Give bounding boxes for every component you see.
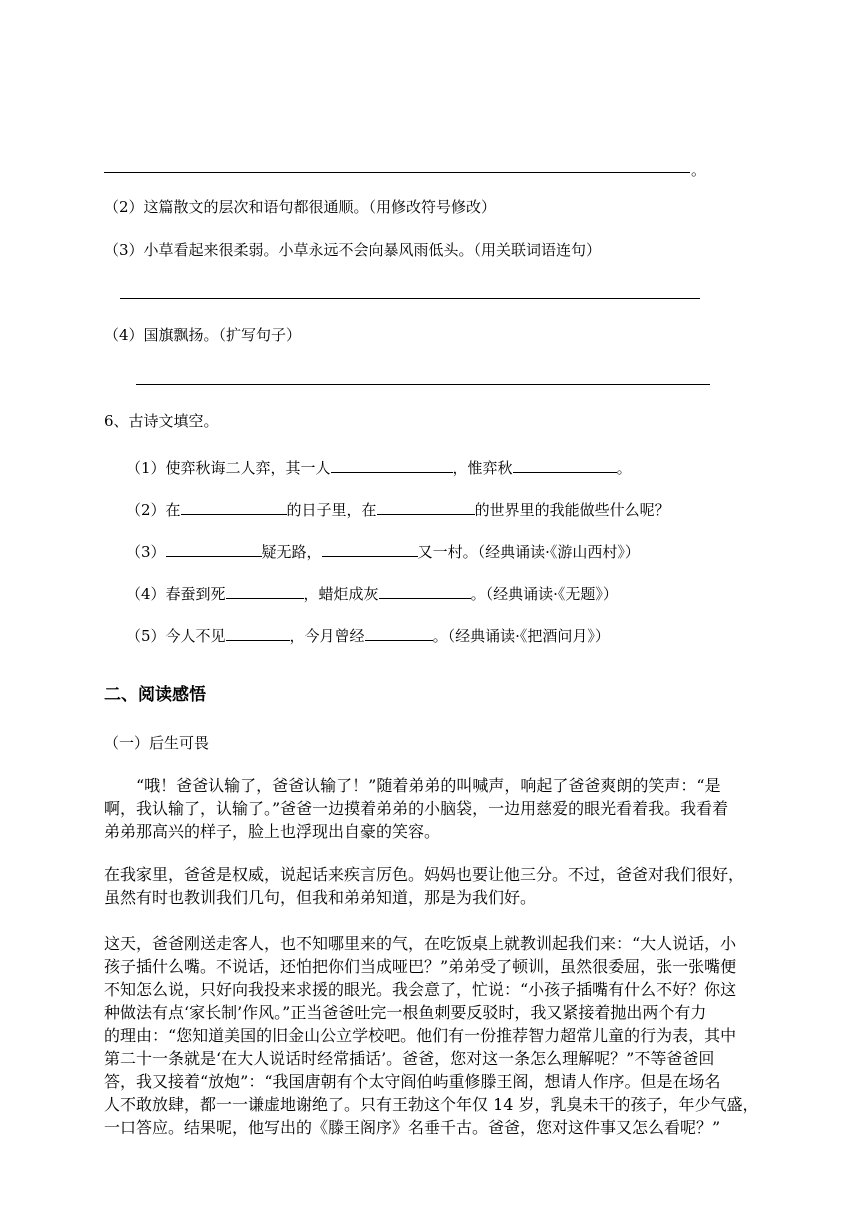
q6-item-2-text-a: （2）在 [126, 501, 181, 519]
paragraph-line: 一口答应。结果呢，他写出的《滕王阁序》名垂千古。爸爸，您对这件事又怎么看呢？” [104, 1118, 721, 1137]
q6-item-5-text-c: 。（经典诵读·《把酒问月》） [432, 627, 610, 645]
paragraph-line: “哦！爸爸认输了，爸爸认输了！”随着弟弟的叫喊声，响起了爸爸爽朗的笑声：“是 [136, 776, 721, 795]
q6-item-4 [126, 582, 618, 604]
fill-blank[interactable] [181, 498, 287, 515]
fill-blank[interactable] [379, 582, 471, 599]
fill-blank[interactable] [377, 498, 475, 515]
q6-item-5-text-a: （5）今人不见 [126, 627, 226, 645]
q6-item-2-text-c: 的世界里的我能做些什么呢？ [474, 501, 670, 519]
paragraph-line: 在我家里，爸爸是权威，说起话来疾言厉色。妈妈也要让他三分。不过，爸爸对我们很好， [104, 865, 745, 884]
q5-item-2: （2）这篇散文的层次和语句都很通顺。（用修改符号修改） [104, 198, 497, 216]
paragraph-line: 不知怎么说，只好向我投来求援的眼光。我会意了，忙说：“小孩子插嘴有什么不好？你这 [104, 980, 737, 999]
answer-line-top [104, 172, 690, 173]
fill-blank[interactable] [365, 624, 433, 641]
fill-blank[interactable] [331, 456, 453, 473]
answer-line-q5-4 [136, 384, 710, 385]
passage-title: （一）后生可畏 [104, 734, 210, 752]
fill-blank[interactable] [226, 582, 304, 599]
q6-item-4-text-c: 。（经典诵读·《无题》） [470, 585, 618, 603]
paragraph-line: 种做法有点‘家长制’作风。”正当爸爸吐完一根鱼刺要反驳时，我又紧接着抛出两个有力 [104, 1003, 707, 1022]
q5-item-3: （3）小草看起来很柔弱。小草永远不会向暴风雨低头。（用关联词语连句） [104, 241, 602, 259]
q6-item-5-text-b: ，今月曾经 [289, 627, 365, 645]
q6-item-1 [126, 456, 632, 478]
q6-item-3 [126, 540, 640, 562]
answer-line-end-mark: 。 [691, 161, 707, 179]
paragraph-line: 这天，爸爸刚送走客人，也不知哪里来的气，在吃饭桌上就教训起我们来：“大人说话，小 [104, 934, 737, 953]
paragraph-3 [104, 932, 786, 1139]
section-heading: 二、阅读感悟 [104, 685, 206, 705]
paragraph-1 [104, 774, 786, 843]
q6-item-1-text-a: （1）使弈秋诲二人弈，其一人 [126, 459, 331, 477]
q6-item-2 [126, 498, 670, 520]
answer-line-q5-3 [120, 298, 700, 299]
paragraph-line: 弟弟那高兴的样子，脸上也浮现出自豪的笑容。 [104, 822, 441, 841]
paragraph-line: 第二十一条就是‘在大人说话时经常插话’。爸爸，您对这一条怎么理解呢？”不等爸爸回 [104, 1049, 715, 1068]
q6-title: 6、古诗文填空。 [104, 412, 219, 430]
q6-item-4-text-b: ，蜡炬成灰 [303, 585, 379, 603]
paragraph-line: 答，我又接着“放炮”：“我国唐朝有个太守阎伯屿重修滕王阁，想请人作序。但是在场名 [104, 1072, 721, 1091]
q6-item-3-text-b: 疑无路， [261, 543, 322, 561]
q6-item-5 [126, 624, 610, 646]
fill-blank[interactable] [226, 624, 290, 641]
q6-item-3-text-a: （3） [126, 543, 166, 561]
q6-item-2-text-b: 的日子里，在 [286, 501, 377, 519]
q6-item-4-text-a: （4）春蚕到死 [126, 585, 226, 603]
paragraph-line: 的理由：“您知道美国的旧金山公立学校吧。他们有一份推荐智力超常儿童的行为表，其中 [104, 1026, 737, 1045]
q5-item-4: （4）国旗飘扬。（扩写句子） [104, 326, 302, 344]
paragraph-2 [104, 863, 786, 909]
fill-blank[interactable] [322, 540, 418, 557]
q6-item-1-text-b: ，惟弈秋 [452, 459, 513, 477]
paragraph-line: 虽然有时也教训我们几句，但我和弟弟知道，那是为我们好。 [104, 888, 537, 907]
q6-item-3-text-c: 又一村。（经典诵读·《游山西村》） [417, 543, 640, 561]
fill-blank[interactable] [513, 456, 617, 473]
paragraph-line: 啊，我认输了，认输了。”爸爸一边摸着弟弟的小脑袋，一边用慈爱的眼光看着我。我看着 [104, 799, 729, 818]
paragraph-line: 孩子插什么嘴。不说话，还怕把你们当成哑巴？”弟弟受了顿训，虽然很委屈，张一张嘴便 [104, 957, 737, 976]
paragraph-line: 人不敢放肆，都一一谦虚地谢绝了。只有王勃这个年仅 14 岁，乳臭未干的孩子，年少气盛， [104, 1095, 759, 1114]
fill-blank[interactable] [166, 540, 262, 557]
q6-item-1-text-c: 。 [616, 459, 632, 477]
